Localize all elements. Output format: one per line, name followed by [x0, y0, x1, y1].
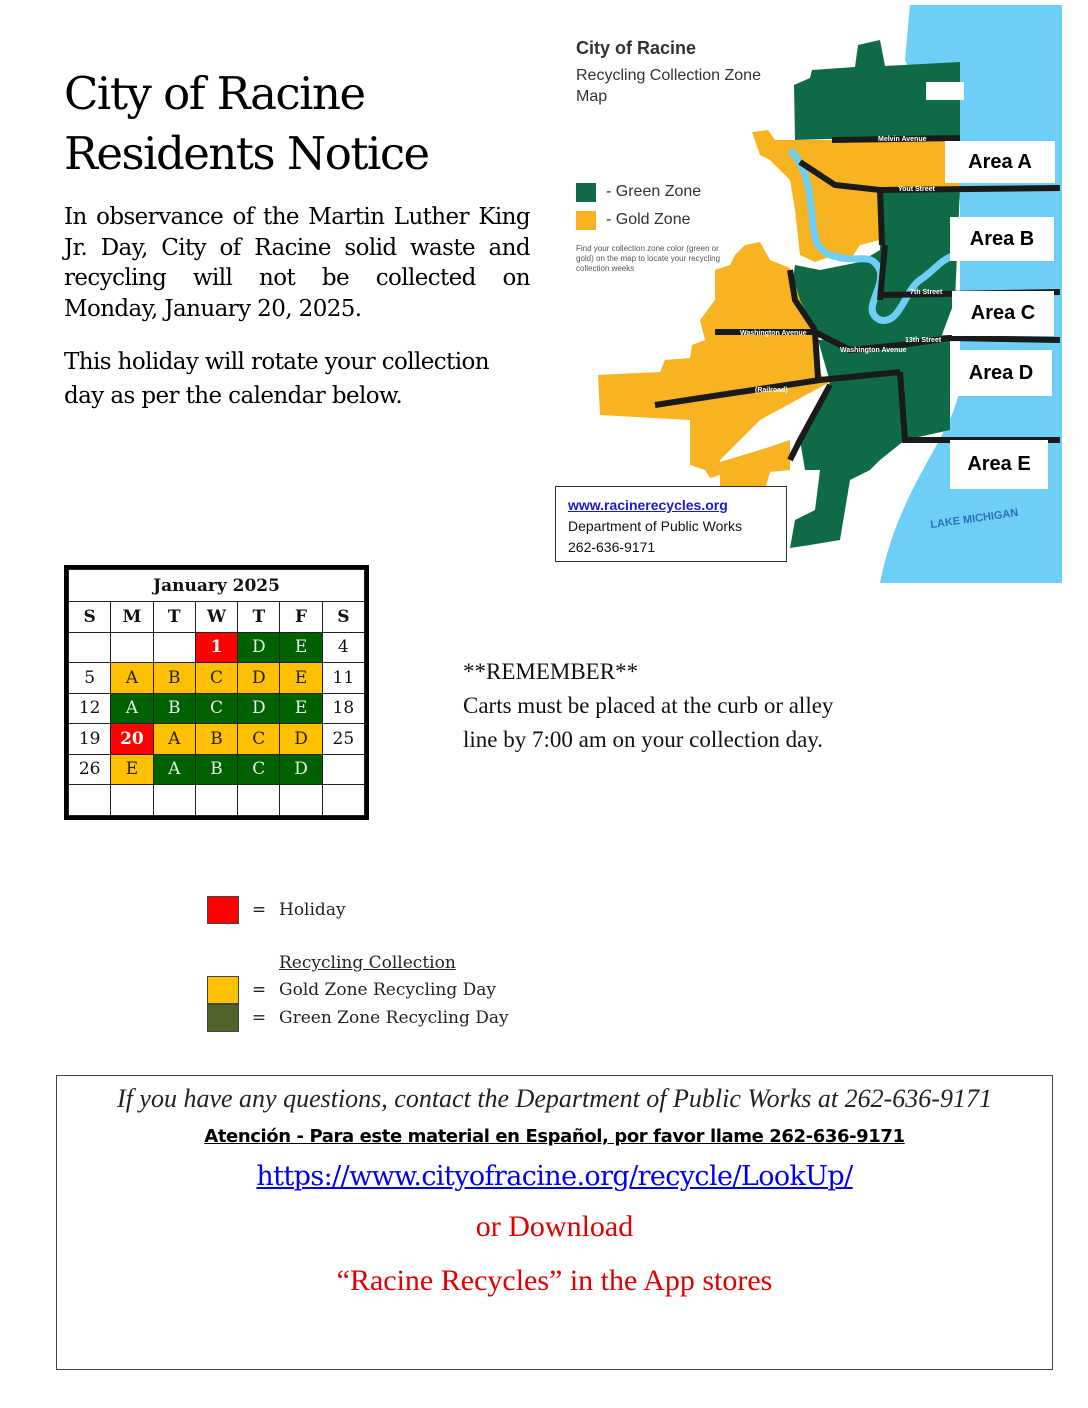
gold-swatch-icon: [576, 211, 596, 230]
calendar-week-row: [69, 785, 365, 816]
zone-legend-label: - Gold Zone: [606, 211, 691, 228]
download-text: or Download: [475, 1210, 634, 1243]
legend-gold-label: Gold Zone Recycling Day: [279, 980, 496, 1000]
zone-legend-green: [576, 178, 701, 206]
calendar-day-cell: [69, 632, 111, 663]
reminder-line-1: Carts must be placed at the curb or alley: [463, 693, 834, 718]
reminder-heading: **REMEMBER**: [463, 659, 639, 684]
street-yout-street: Yout Street: [898, 186, 935, 193]
calendar-day-cell: [238, 785, 280, 816]
calendar-day-cell: 19: [69, 724, 111, 755]
green-zone-cell: D: [238, 632, 280, 663]
holiday-cell: 20: [111, 724, 153, 755]
calendar-day-cell: [153, 785, 195, 816]
zone-legend-gold: [576, 206, 701, 234]
calendar-day-cell: 4: [322, 632, 364, 663]
reminder: [463, 655, 883, 757]
zone-map-note: Find your collection zone color (green or gold) on the map to locate your recycling collection weeks: [576, 244, 721, 273]
gold-zone-cell: D: [280, 724, 322, 755]
street-melvin-avenue: Melvin Avenue: [878, 136, 927, 143]
legend-holiday-label: Holiday: [279, 900, 346, 920]
calendar-day-cell: [153, 632, 195, 663]
gold-zone-cell: E: [111, 754, 153, 785]
legend-equals: =: [251, 980, 267, 1000]
green-swatch-icon: [207, 1004, 239, 1032]
zone-legend: [576, 178, 701, 234]
area-c-label: Area C: [952, 291, 1054, 336]
calendar-week-row: [69, 632, 365, 663]
calendar-day-cell: 26: [69, 754, 111, 785]
spanish-notice: Atención - Para este material en Español, por favor llame 262-636-9171: [204, 1126, 905, 1147]
calendar-body: [69, 632, 365, 815]
calendar-day-cell: [322, 785, 364, 816]
green-zone-cell: A: [111, 693, 153, 724]
rotation-note-text: This holiday will rotate your collection day as per the calendar below.: [64, 349, 489, 409]
january-calendar: [64, 565, 369, 820]
calendar-day-cell: [69, 785, 111, 816]
green-zone-cell: E: [280, 693, 322, 724]
page-title: [64, 64, 429, 184]
contact-box: [56, 1075, 1053, 1370]
legend-equals: =: [251, 900, 267, 920]
green-zone-cell: B: [153, 693, 195, 724]
green-zone-cell: C: [195, 693, 237, 724]
calendar-week-row: [69, 724, 365, 755]
area-d-label: Area D: [950, 350, 1052, 396]
gold-zone-cell: B: [153, 663, 195, 694]
green-zone-cell: E: [280, 632, 322, 663]
weekday-header: T: [153, 602, 195, 633]
weekday-header: S: [69, 602, 111, 633]
gold-zone-cell: E: [280, 663, 322, 694]
gold-zone-cell: B: [195, 724, 237, 755]
calendar-week-row: [69, 693, 365, 724]
gold-zone-cell: C: [195, 663, 237, 694]
calendar-day-cell: [322, 754, 364, 785]
weekday-header: M: [111, 602, 153, 633]
map-info-box: [555, 486, 787, 562]
weekday-header: W: [195, 602, 237, 633]
holiday-notice-text: In observance of the Martin Luther King Jr. Day, City of Racine solid waste and recycling will not be collected on Monday, January 20, 2025.: [64, 204, 530, 322]
weekday-header: F: [280, 602, 322, 633]
legend-gold: [207, 976, 509, 1004]
gold-zone-cell: D: [238, 663, 280, 694]
street-washington-avenue-east: Washington Avenue: [840, 347, 907, 354]
area-b-label: Area B: [950, 217, 1054, 261]
holiday-swatch-icon: [207, 896, 239, 924]
calendar-day-cell: 12: [69, 693, 111, 724]
street-railroad: (Railroad): [755, 387, 788, 394]
info-phone: 262-636-9171: [568, 539, 656, 555]
green-zone-cell: C: [238, 754, 280, 785]
calendar-day-cell: [195, 785, 237, 816]
calendar-day-cell: [111, 785, 153, 816]
street-washington-avenue: Washington Avenue: [740, 330, 807, 337]
calendar-month: January 2025: [69, 570, 365, 602]
green-zone-cell: D: [280, 754, 322, 785]
lake-michigan-label: LAKE MICHIGAN: [929, 506, 1020, 532]
calendar-week-row: [69, 754, 365, 785]
legend-green-label: Green Zone Recycling Day: [279, 1008, 509, 1028]
holiday-cell: 1: [195, 632, 237, 663]
area-a-label: Area A: [945, 141, 1055, 183]
map-title: City of Racine: [576, 38, 697, 58]
green-zone-cell: A: [153, 754, 195, 785]
gold-zone-cell: A: [111, 663, 153, 694]
green-zone-cell: B: [195, 754, 237, 785]
legend-green: [207, 1004, 509, 1032]
calendar-day-cell: [111, 632, 153, 663]
map-subtitle: Recycling Collection Zone Map: [576, 67, 761, 105]
calendar-legend: [207, 896, 509, 1032]
questions-text: If you have any questions, contact the Department of Public Works at 262-636-9171: [117, 1084, 992, 1113]
green-zone-cell: D: [238, 693, 280, 724]
calendar-day-cell: [280, 785, 322, 816]
calendar-weekday-header: [69, 602, 365, 633]
street-13th-street: 13th Street: [905, 337, 942, 344]
calendar-day-cell: 18: [322, 693, 364, 724]
app-store-text: “Racine Recycles” in the App stores: [336, 1264, 773, 1297]
calendar-day-cell: 11: [322, 663, 364, 694]
weekday-header: T: [238, 602, 280, 633]
calendar-week-row: [69, 663, 365, 694]
reminder-line-2: line by 7:00 am on your collection day.: [463, 727, 824, 752]
legend-holiday: [207, 896, 509, 924]
green-swatch-icon: [576, 183, 596, 202]
racinerecycles-link[interactable]: www.racinerecycles.org: [568, 497, 728, 513]
info-department: Department of Public Works: [568, 518, 743, 534]
title-line-2: Residents Notice: [64, 127, 429, 180]
weekday-header: S: [322, 602, 364, 633]
area-e-label: Area E: [950, 440, 1048, 489]
legend-equals: =: [251, 1008, 267, 1028]
gold-swatch-icon: [207, 976, 239, 1004]
calendar-day-cell: 25: [322, 724, 364, 755]
legend-heading: Recycling Collection: [279, 953, 456, 973]
gold-zone-cell: A: [153, 724, 195, 755]
gold-zone-cell: C: [238, 724, 280, 755]
calendar-day-cell: 5: [69, 663, 111, 694]
lookup-link[interactable]: https://www.cityofracine.org/recycle/LookUp/: [256, 1161, 853, 1192]
street-7th-street: 7th Street: [910, 289, 943, 296]
zone-legend-label: - Green Zone: [606, 183, 702, 200]
title-line-1: City of Racine: [64, 67, 365, 120]
